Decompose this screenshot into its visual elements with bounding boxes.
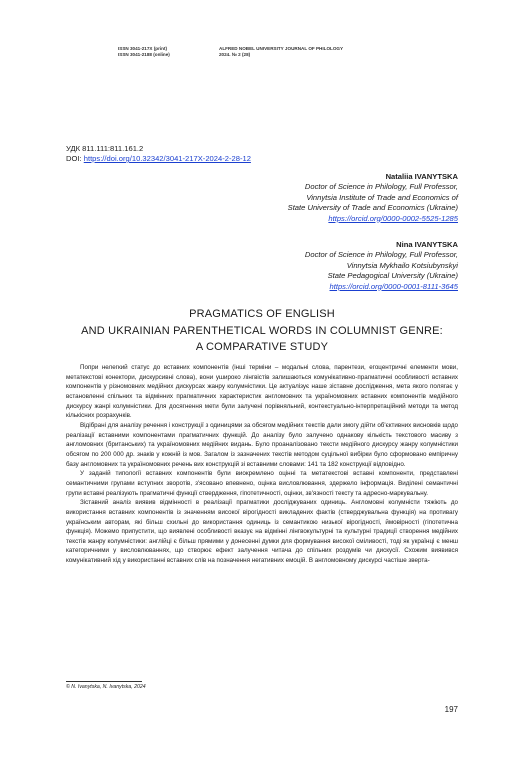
abstract-paragraph: Зіставний аналіз виявив відмінності в реалізації прагматики досліджуваних одиниць. Англомовні колумністи тяжіють до використання вставних компонентів із значенням високої вірогідності викладених фактів (стверджувальна функція) на противагу українським авторам, які більш схильні до використання одиниць із семантикою низької вірогідності, ймовірності (гіпотетична функція). Можемо припустити, що виявлені особливості вказує на відмінні лінгвокультурні та культурні традиції створення медійних текстів жанру колумністики: англійці є більш прямими у донесенні думки для формування високої сміливості, тоді як українці є менш категоричними у висловлюваннях, що створює ефект залучення читача до спільних роздумів чи дискусії. Схожим виявився комунікативний хід у використанні вставних слів на позначення негативних емоцій. В англомовному дискурсі частіше зверта-	[66, 499, 458, 565]
author-block-1	[178, 172, 458, 224]
title-line: A COMPARATIVE STUDY	[195, 341, 329, 353]
author-affiliation: Vinnytsia Mykhailo Kotsiubynskyi	[346, 260, 458, 270]
article-title	[66, 306, 458, 356]
doi-label: DOI:	[66, 154, 84, 163]
page-number: 197	[444, 705, 458, 714]
author-name: Nina IVANYTSKA	[396, 240, 458, 249]
footnote-divider	[66, 681, 142, 682]
author-orcid-link[interactable]: https://orcid.org/0000-0001-8111-3645	[329, 281, 458, 291]
abstract-body	[66, 363, 458, 566]
header-journal	[219, 46, 343, 58]
header-issn	[118, 46, 170, 58]
author-affiliation: Vinnytsia Institute of Trade and Economics of	[306, 192, 458, 202]
udc-code: УДК 811.111:811.161.2	[66, 144, 144, 153]
author-affiliation: State Pedagogical University (Ukraine)	[327, 271, 458, 281]
title-line: AND UKRAINIAN PARENTHETICAL WORDS IN COLUMNIST GENRE:	[81, 324, 443, 337]
abstract-paragraph: У заданій типології вставних компонентів були виокремлено оцінні та метатекстові вставні компоненти, представлені семантичними групами вступних зворотів, з'ясовано впевнено, оцінка висловлювання, здержело інформація. Виділені семантичні групи вставні реалізують прагматичні функції ствердження, гіпотетичності, оцінки, зв'язності тексту та адресно-маркувальну.	[66, 470, 458, 497]
author-name: Nataliia IVANYTSKA	[385, 172, 458, 181]
abstract-paragraph: Попри нелегкий статус до вставних компонентів (інші терміни – модальні слова, парентези, егоцентричні елементи мови, метатекстові конектори, дискурсивні слова), вони ушироко лінгвістів залишаються комунікативно-прагматичні особливості вставних компонентів у різномовних медійних дискурсах жанру колумністики. Це актуалізує наше зіставне дослідження, мета якого полягає у встановленні спільних та відмінних прагматичних характеристик англомовних та україномовних вставних компонентів медійного дискурсу жанрі колумністики. Для досягнення мети були залучені порівняльний, контекстуально-інтерпретаційний методи та метод кількісних розрахунків.	[66, 364, 458, 420]
title-line: PRAGMATICS OF ENGLISH	[189, 308, 335, 320]
journal-issue: 2024. № 2 (28)	[219, 52, 251, 58]
journal-name: ALFRED NOBEL UNIVERSITY JOURNAL OF PHILOLOGY	[219, 46, 344, 51]
author-degree: Doctor of Science in Philology, Full Professor,	[304, 250, 458, 260]
issn-online: ISSN 3041-2188 (online)	[118, 52, 170, 58]
doi-line	[66, 154, 251, 163]
author-affiliation: State University of Trade and Economics (Ukraine)	[287, 203, 458, 213]
abstract-paragraph: Відібрані для аналізу речення і конструкції з одиницями за обсягом медійних текстів дали змогу дійти об'єктивних висновків щодо реалізації вставними компонентами прагматичних функцій. До аналізу було залучено однакову кількість текстового масиву з англомовних (британських) та україномовних медійних видань. Було проаналізовано тексти медійного дискурсу жанру колумністики обсягом по 200 000 др. знаків у кожній із мов. Загалом із зазначених текстів методом суцільної вибірки було сформовано емпіричну базу англомовних та україномовних речень вих конструкцій зі вставними словами: 141 та 182 конструкції відповідно.	[66, 421, 458, 468]
issn-print: ISSN 3041-217X (print)	[118, 46, 168, 51]
author-degree: Doctor of Science in Philology, Full Professor,	[304, 182, 458, 192]
author-block-2	[178, 240, 458, 292]
copyright-note: © N. Ivanytska, N. Ivanytska, 2024	[66, 684, 146, 690]
doi-link[interactable]: https://doi.org/10.32342/3041-217X-2024-2-28-12	[83, 154, 251, 163]
author-orcid-link[interactable]: https://orcid.org/0000-0002-5525-1285	[328, 213, 458, 223]
